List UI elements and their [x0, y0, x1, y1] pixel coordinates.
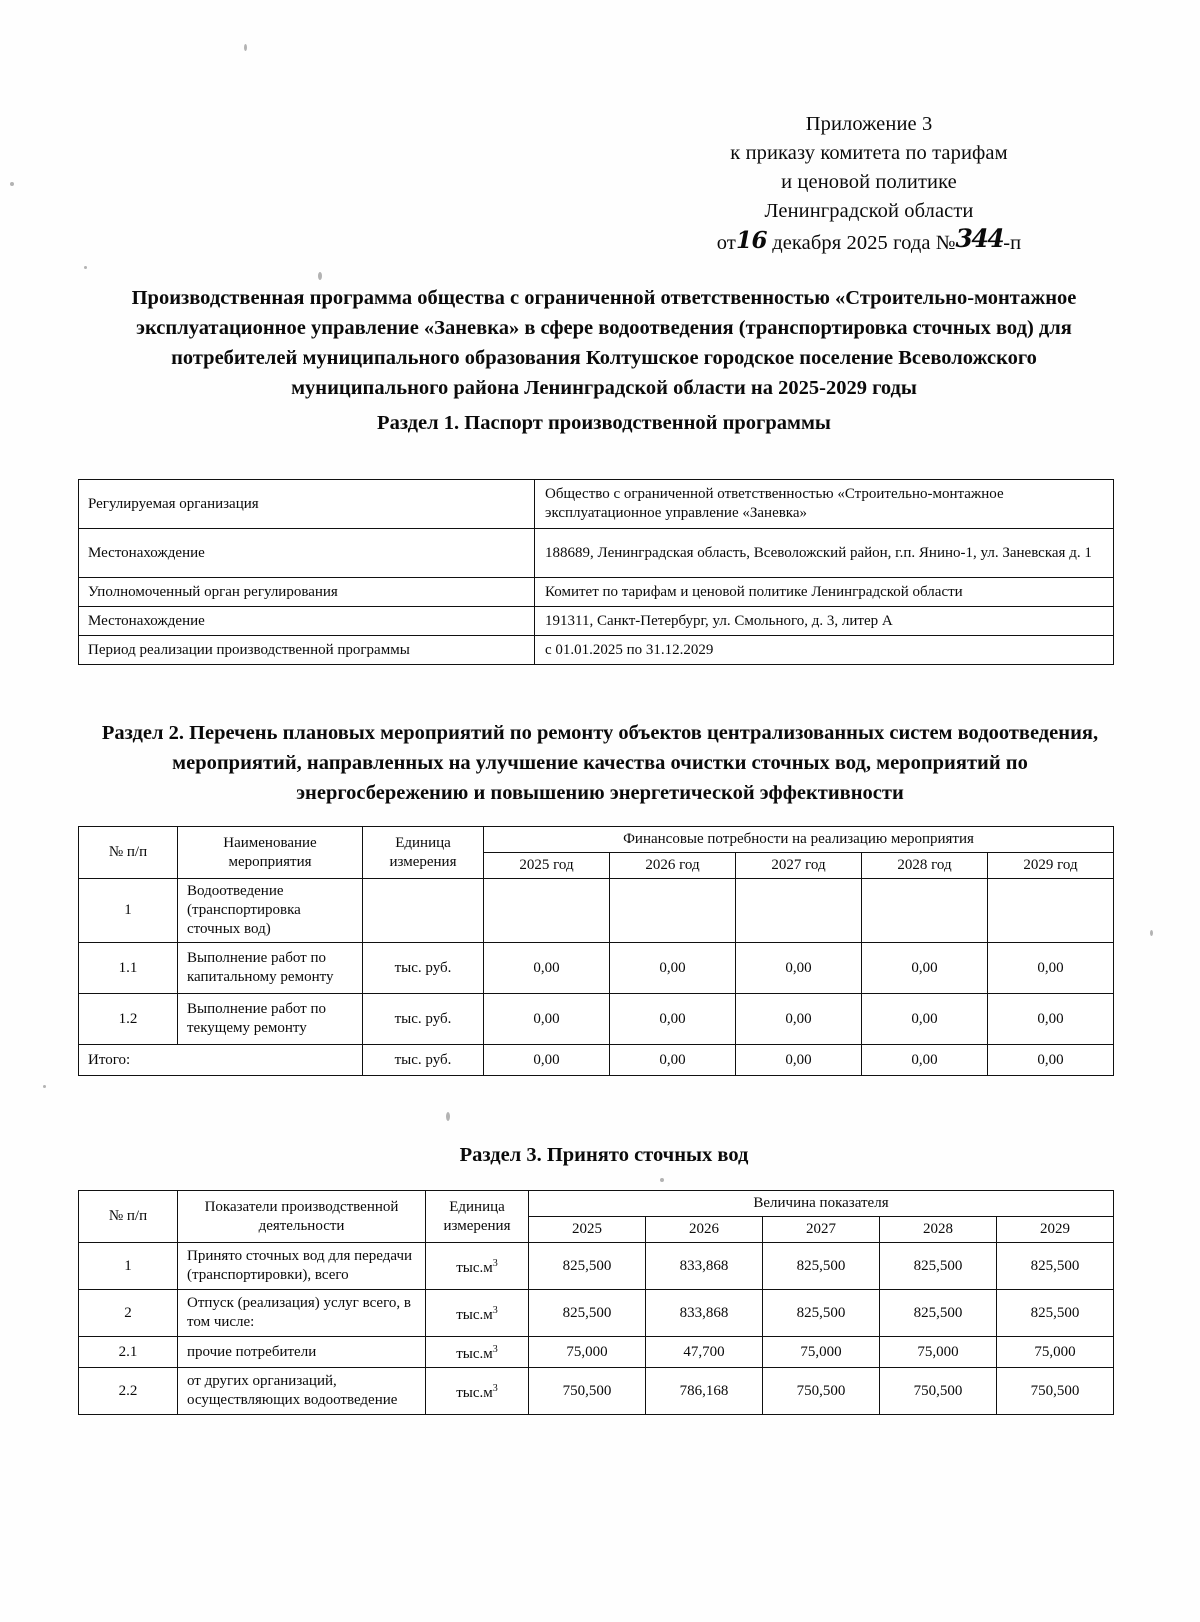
- row-value: 75,000: [529, 1337, 646, 1368]
- row-value: 825,500: [997, 1243, 1114, 1290]
- table-row: [79, 994, 1114, 1045]
- unit-label: тыс.м: [456, 1307, 493, 1323]
- row-number: 2: [79, 1290, 178, 1337]
- scan-speck: [318, 272, 322, 280]
- section-2-title: Раздел 2. Перечень плановых мероприятий по ремонту объектов централизованных систем водоотведения, мероприятий, направленных на улучшение качества очистки сточных вод, мероприятий по энергосбережению и повышению энергетической эффективности: [101, 722, 1099, 804]
- row-value: 0,00: [736, 943, 862, 994]
- row-value: 0,00: [862, 943, 988, 994]
- row-value: 0,00: [736, 994, 862, 1045]
- column-header-year: 2026: [646, 1217, 763, 1243]
- unit-label: тыс.м: [456, 1260, 493, 1276]
- row-number: 1.1: [79, 943, 178, 994]
- row-value: 833,868: [646, 1290, 763, 1337]
- row-value: 825,500: [529, 1243, 646, 1290]
- scan-speck: [446, 1112, 450, 1121]
- row-name: прочие потребители: [178, 1337, 426, 1368]
- row-unit: [426, 1243, 529, 1290]
- date-middle: декабря 2025 года №: [772, 232, 956, 254]
- passport-label: Уполномоченный орган регулирования: [79, 578, 535, 607]
- row-value: 75,000: [880, 1337, 997, 1368]
- passport-label: Местонахождение: [79, 529, 535, 578]
- row-value: 0,00: [988, 943, 1114, 994]
- scan-speck: [244, 44, 247, 51]
- row-unit: [426, 1337, 529, 1368]
- row-value: 0,00: [988, 994, 1114, 1045]
- table-row: [79, 1290, 1114, 1337]
- row-value: [736, 879, 862, 943]
- total-value: 0,00: [862, 1045, 988, 1076]
- column-header-name: Наименование мероприятия: [178, 827, 363, 879]
- handwritten-day: 16: [735, 227, 767, 254]
- column-header-group: Величина показателя: [529, 1191, 1114, 1217]
- row-name: Выполнение работ по текущему ремонту: [178, 994, 363, 1045]
- row-value: 75,000: [763, 1337, 880, 1368]
- column-header-year: 2026 год: [610, 853, 736, 879]
- row-name: от других организаций, осуществляющих водоотведение: [178, 1368, 426, 1415]
- column-header-year: 2025 год: [484, 853, 610, 879]
- row-value: 0,00: [484, 994, 610, 1045]
- row-name: Водоотведение (транспортировка сточных вод): [178, 879, 363, 943]
- total-label: Итого:: [79, 1045, 363, 1076]
- column-header-year: 2029 год: [988, 853, 1114, 879]
- total-value: 0,00: [610, 1045, 736, 1076]
- order-line-2: и ценовой политике: [781, 171, 957, 193]
- column-header-year: 2029: [997, 1217, 1114, 1243]
- page-title: Производственная программа общества с ограниченной ответственностью «Строительно-монтажное эксплуатационное управление «Заневка» в сфере водоотведения (транспортировка сточных вод) для потребителей муниципального образования Колтушское городское поселение Всеволожского муниципального района Ленинградской области на 2025-2029 годы: [131, 287, 1077, 399]
- row-unit: [363, 879, 484, 943]
- row-value: 47,700: [646, 1337, 763, 1368]
- date-prefix: от: [716, 232, 736, 254]
- column-header-no: № п/п: [79, 1191, 178, 1243]
- table-total-row: [79, 1045, 1114, 1076]
- total-unit: тыс. руб.: [363, 1045, 484, 1076]
- order-line-3: Ленинградской области: [764, 200, 974, 222]
- table-row: [79, 879, 1114, 943]
- table-row: [79, 636, 1114, 665]
- document-header: [634, 110, 1104, 258]
- row-value: 833,868: [646, 1243, 763, 1290]
- passport-label: Период реализации производственной программы: [79, 636, 535, 665]
- row-number: 1: [79, 1243, 178, 1290]
- row-unit: тыс. руб.: [363, 994, 484, 1045]
- column-header-year: 2028: [880, 1217, 997, 1243]
- row-value: 786,168: [646, 1368, 763, 1415]
- row-value: [484, 879, 610, 943]
- passport-table: [78, 479, 1114, 665]
- repair-measures-table: [78, 826, 1114, 1076]
- appendix-label: Приложение 3: [805, 113, 933, 135]
- column-header-no: № п/п: [79, 827, 178, 879]
- table-row: [79, 529, 1114, 578]
- unit-exponent: 3: [492, 1305, 498, 1316]
- table-header-row: [79, 1191, 1114, 1217]
- handwritten-order-number: 344: [955, 224, 1004, 253]
- total-value: 0,00: [484, 1045, 610, 1076]
- unit-label: тыс.м: [456, 1346, 493, 1362]
- passport-label: Местонахождение: [79, 607, 535, 636]
- total-value: 0,00: [736, 1045, 862, 1076]
- row-number: 1: [79, 879, 178, 943]
- row-value: 0,00: [610, 943, 736, 994]
- scan-speck: [660, 1178, 664, 1182]
- column-header-name: Показатели производственной деятельности: [178, 1191, 426, 1243]
- table-row: [79, 607, 1114, 636]
- row-name: Выполнение работ по капитальному ремонту: [178, 943, 363, 994]
- row-number: 1.2: [79, 994, 178, 1045]
- passport-label: Регулируемая организация: [79, 480, 535, 529]
- total-value: 0,00: [988, 1045, 1114, 1076]
- row-value: 825,500: [529, 1290, 646, 1337]
- wastewater-intake-table: [78, 1190, 1114, 1415]
- passport-value: Комитет по тарифам и ценовой политике Ленинградской области: [535, 578, 1114, 607]
- row-name: Принято сточных вод для передачи (транспортировки), всего: [178, 1243, 426, 1290]
- table-header-row: [79, 827, 1114, 853]
- row-value: 750,500: [763, 1368, 880, 1415]
- scan-speck: [43, 1085, 46, 1088]
- passport-value: Общество с ограниченной ответственностью «Строительно-монтажное эксплуатационное управление «Заневка»: [535, 480, 1114, 529]
- row-value: 75,000: [997, 1337, 1114, 1368]
- row-value: 750,500: [529, 1368, 646, 1415]
- column-header-year: 2025: [529, 1217, 646, 1243]
- row-name: Отпуск (реализация) услуг всего, в том числе:: [178, 1290, 426, 1337]
- passport-value: с 01.01.2025 по 31.12.2029: [535, 636, 1114, 665]
- column-header-year: 2028 год: [862, 853, 988, 879]
- table-row: [79, 1368, 1114, 1415]
- row-unit: [426, 1290, 529, 1337]
- row-value: 825,500: [880, 1290, 997, 1337]
- row-unit: тыс. руб.: [363, 943, 484, 994]
- column-header-group: Финансовые потребности на реализацию мероприятия: [484, 827, 1114, 853]
- scan-speck: [1150, 930, 1153, 936]
- section-1-title: Раздел 1. Паспорт производственной программы: [377, 412, 831, 434]
- column-header-year: 2027 год: [736, 853, 862, 879]
- passport-value: 188689, Ленинградская область, Всеволожский район, г.п. Янино-1, ул. Заневская д. 1: [535, 529, 1114, 578]
- row-number: 2.2: [79, 1368, 178, 1415]
- table-row: [79, 480, 1114, 529]
- row-value: 750,500: [880, 1368, 997, 1415]
- column-header-unit: Единица измерения: [426, 1191, 529, 1243]
- unit-exponent: 3: [492, 1344, 498, 1355]
- table-row: [79, 578, 1114, 607]
- order-line-1: к приказу комитета по тарифам: [730, 142, 1008, 164]
- unit-exponent: 3: [492, 1258, 498, 1269]
- row-value: [988, 879, 1114, 943]
- order-suffix: -п: [1003, 232, 1022, 254]
- section-3-title: Раздел 3. Принято сточных вод: [459, 1144, 749, 1166]
- row-value: 0,00: [862, 994, 988, 1045]
- row-number: 2.1: [79, 1337, 178, 1368]
- unit-label: тыс.м: [456, 1385, 493, 1401]
- row-value: 825,500: [880, 1243, 997, 1290]
- row-value: [610, 879, 736, 943]
- row-value: 0,00: [610, 994, 736, 1045]
- scan-speck: [10, 182, 14, 186]
- row-value: [862, 879, 988, 943]
- row-value: 750,500: [997, 1368, 1114, 1415]
- order-date-line: [634, 226, 1104, 258]
- unit-exponent: 3: [492, 1383, 498, 1394]
- table-row: [79, 1243, 1114, 1290]
- row-value: 825,500: [997, 1290, 1114, 1337]
- table-row: [79, 1337, 1114, 1368]
- passport-value: 191311, Санкт-Петербург, ул. Смольного, д. 3, литер А: [535, 607, 1114, 636]
- scan-speck: [84, 266, 87, 269]
- row-value: 825,500: [763, 1243, 880, 1290]
- row-value: 0,00: [484, 943, 610, 994]
- column-header-unit: Единица измерения: [363, 827, 484, 879]
- table-row: [79, 943, 1114, 994]
- column-header-year: 2027: [763, 1217, 880, 1243]
- row-unit: [426, 1368, 529, 1415]
- row-value: 825,500: [763, 1290, 880, 1337]
